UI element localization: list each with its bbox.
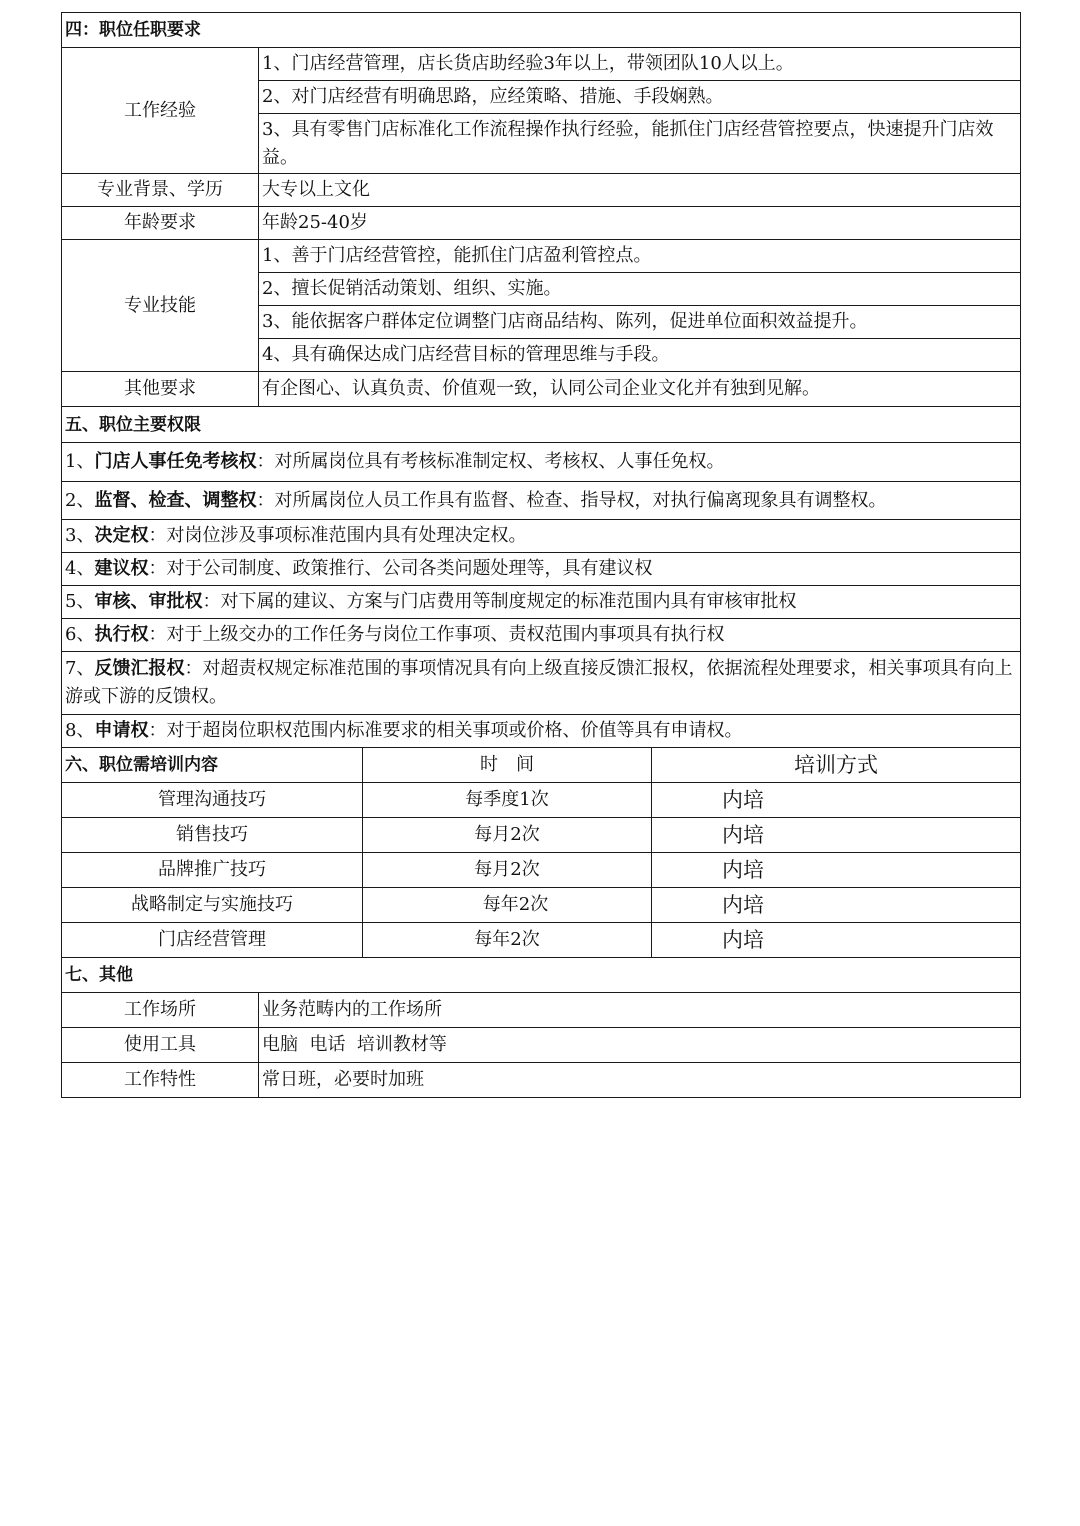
experience-item-2: 2、对门店经营有明确思路，应经策略、措施、手段娴熟。 (259, 81, 1021, 114)
age-value: 年龄25-40岁 (259, 207, 1021, 240)
training-content: 管理沟通技巧 (62, 783, 363, 818)
workplace-label: 工作场所 (62, 993, 259, 1028)
authority-desc: ：对所属岗位人员工作具有监督、检查、指导权，对执行偏离现象具有调整权。 (256, 489, 887, 511)
training-time: 每季度1次 (363, 783, 652, 818)
authority-item-6 (62, 619, 1021, 652)
authority-desc: ：对所属岗位具有考核标准制定权、考核权、人事任免权。 (256, 451, 725, 472)
authority-item-4 (62, 553, 1021, 586)
training-time: 每月2次 (363, 853, 652, 888)
authority-item-1 (62, 443, 1021, 482)
authority-desc: ：对于超岗位职权范围内标准要求的相关事项或价格、价值等具有申请权。 (148, 720, 743, 741)
tools-label: 使用工具 (62, 1028, 259, 1063)
training-row (62, 818, 1021, 853)
authority-item-5 (62, 586, 1021, 619)
training-row (62, 888, 1021, 923)
skills-item-3: 3、能依据客户群体定位调整门店商品结构、陈列，促进单位面积效益提升。 (259, 306, 1021, 339)
section6-title: 六、职位需培训内容 (62, 748, 363, 783)
skills-label: 专业技能 (62, 240, 259, 372)
training-time: 每年2次 (363, 923, 652, 958)
age-label: 年龄要求 (62, 207, 259, 240)
authority-item-3 (62, 520, 1021, 553)
training-content: 战略制定与实施技巧 (62, 888, 363, 923)
experience-label: 工作经验 (62, 48, 259, 174)
authority-num: 1、 (65, 451, 95, 472)
authority-num: 5、 (65, 591, 95, 612)
section7-title: 七、其他 (62, 958, 1021, 993)
other-label: 其他要求 (62, 372, 259, 407)
education-label: 专业背景、学历 (62, 174, 259, 207)
authority-name: 门店人事任免考核权 (94, 451, 257, 472)
authority-name: 决定权 (94, 525, 149, 546)
section5-title: 五、职位主要权限 (62, 407, 1021, 443)
authority-num: 8、 (65, 720, 95, 741)
col-time-header: 时 间 (363, 748, 652, 783)
training-row (62, 783, 1021, 818)
authority-num: 3、 (65, 525, 95, 546)
work-nature-label: 工作特性 (62, 1063, 259, 1098)
job-requirements-document (61, 12, 1020, 1098)
authority-item-2 (62, 482, 1021, 520)
authority-item-7 (62, 652, 1021, 715)
training-time: 每年2次 (363, 888, 652, 923)
authority-desc: ：对于公司制度、政策推行、公司各类问题处理等，具有建议权 (148, 558, 653, 579)
training-content: 销售技巧 (62, 818, 363, 853)
training-method: 内培 (652, 888, 1021, 923)
authority-name: 建议权 (94, 558, 149, 579)
authority-desc: ：对于上级交办的工作任务与岗位工作事项、责权范围内事项具有执行权 (148, 624, 725, 645)
training-time: 每月2次 (363, 818, 652, 853)
authority-name: 申请权 (94, 720, 149, 741)
authority-desc: ：对岗位涉及事项标准范围内具有处理决定权。 (148, 525, 527, 546)
authority-name: 执行权 (94, 624, 149, 645)
experience-item-1: 1、门店经营管理，店长货店助经验3年以上，带领团队10人以上。 (259, 48, 1021, 81)
authority-item-8 (62, 715, 1021, 748)
col-method-header: 培训方式 (652, 748, 1021, 783)
authority-num: 7、 (65, 658, 95, 679)
training-method: 内培 (652, 853, 1021, 888)
training-content: 品牌推广技巧 (62, 853, 363, 888)
section4-title: 四：职位任职要求 (62, 13, 1021, 48)
work-nature-value: 常日班，必要时加班 (259, 1063, 1021, 1098)
experience-item-3: 3、具有零售门店标准化工作流程操作执行经验，能抓住门店经营管控要点，快速提升门店效益。 (259, 114, 1021, 174)
training-content: 门店经营管理 (62, 923, 363, 958)
authority-name: 监督、检查、调整权 (94, 489, 257, 511)
authority-desc: ：对超责权规定标准范围的事项情况具有向上级直接反馈汇报权，依据流程处理要求，相关事项具有向上游或下游的反馈权。 (65, 658, 1013, 707)
authority-num: 6、 (65, 624, 95, 645)
authority-name: 审核、审批权 (94, 591, 203, 612)
authority-num: 4、 (65, 558, 95, 579)
education-value: 大专以上文化 (259, 174, 1021, 207)
training-method: 内培 (652, 923, 1021, 958)
requirements-table (61, 12, 1021, 1098)
other-value: 有企图心、认真负责、价值观一致，认同公司企业文化并有独到见解。 (259, 372, 1021, 407)
training-method: 内培 (652, 818, 1021, 853)
skills-item-4: 4、具有确保达成门店经营目标的管理思维与手段。 (259, 339, 1021, 372)
authority-num: 2、 (65, 489, 95, 511)
training-row (62, 923, 1021, 958)
workplace-value: 业务范畴内的工作场所 (259, 993, 1021, 1028)
authority-name: 反馈汇报权 (94, 658, 185, 679)
training-method: 内培 (652, 783, 1021, 818)
tools-value: 电脑 电话 培训教材等 (259, 1028, 1021, 1063)
authority-desc: ：对下属的建议、方案与门店费用等制度规定的标准范围内具有审核审批权 (202, 591, 797, 612)
skills-item-2: 2、擅长促销活动策划、组织、实施。 (259, 273, 1021, 306)
training-row (62, 853, 1021, 888)
skills-item-1: 1、善于门店经营管控，能抓住门店盈利管控点。 (259, 240, 1021, 273)
